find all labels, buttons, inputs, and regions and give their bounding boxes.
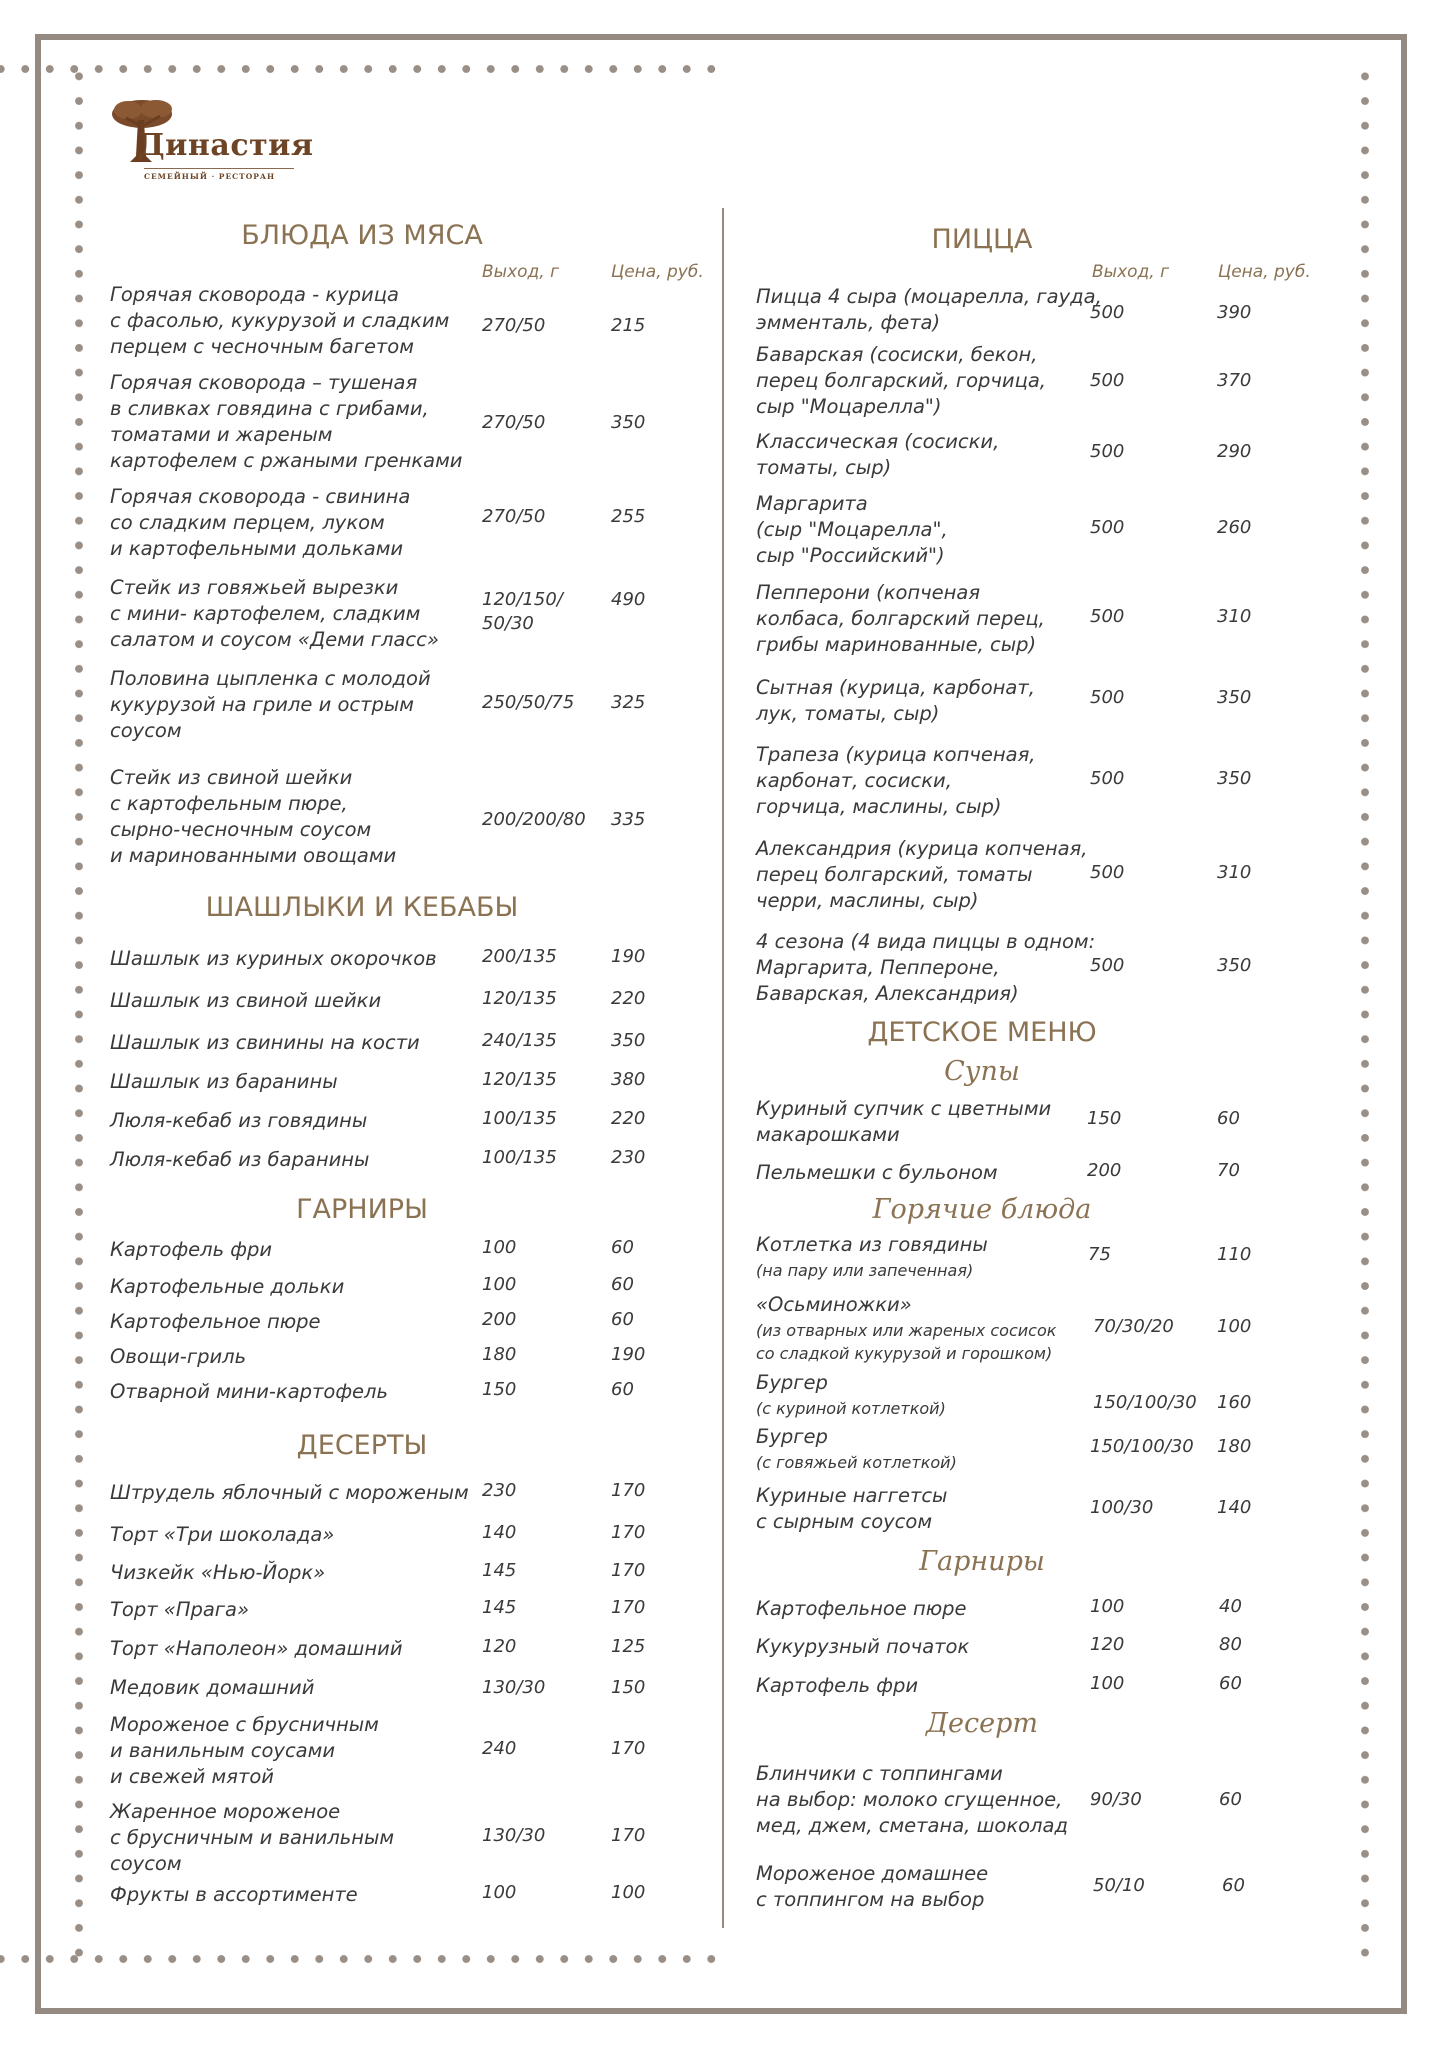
column-divider: [722, 208, 724, 1928]
item-name: Стейк из говяжьей вырезки: [110, 576, 399, 599]
item-name: Классическая (сосиски,: [756, 430, 1000, 453]
item-weight: 120: [482, 1636, 517, 1657]
item-weight: 500: [1090, 302, 1125, 323]
item-price: 335: [611, 809, 646, 830]
item-name: Люля-кебаб из баранины: [110, 1148, 370, 1171]
item-name: Картофель фри: [756, 1674, 919, 1697]
item-weight: 50/10: [1093, 1875, 1145, 1896]
item-name: с сырным соусом: [756, 1510, 933, 1533]
item-note-text: (из отварных или жареных сосисок: [756, 1321, 1057, 1340]
item-name: Горячая сковорода - курица: [110, 283, 399, 306]
item-name: (сыр "Моцарелла",: [756, 518, 948, 541]
item-weight: 75: [1088, 1244, 1111, 1265]
item-price: 100: [1217, 1316, 1252, 1337]
item-weight: 120/135: [482, 1069, 557, 1090]
item-name: «Осьминожки»: [756, 1293, 912, 1316]
item-weight: 500: [1090, 687, 1125, 708]
item-price: 260: [1217, 517, 1252, 538]
item-price: 70: [1217, 1160, 1240, 1181]
item-price: 100: [611, 1882, 646, 1903]
item-name: Горячая сковорода – тушеная: [110, 371, 418, 394]
item-name: и маринованными овощами: [110, 844, 397, 867]
item-name: на выбор: молоко сгущенное,: [756, 1788, 1063, 1811]
item-name: Куриные наггетсы: [756, 1484, 948, 1507]
item-weight: 270/50: [482, 315, 546, 336]
item-price: 325: [611, 692, 646, 713]
restaurant-logo: [108, 96, 314, 188]
item-name: Картофельные дольки: [110, 1275, 345, 1298]
item-name: Картофель фри: [110, 1238, 273, 1261]
item-price: 310: [1217, 606, 1252, 627]
item-weight: 130/30: [482, 1825, 546, 1846]
item-name: Стейк из свиной шейки: [110, 766, 353, 789]
section-heading: Горячие блюда: [872, 1194, 1092, 1225]
item-name: Баварская, Александрия): [756, 982, 1019, 1005]
item-weight: 250/50/75: [482, 692, 575, 713]
item-name: Картофельное пюре: [756, 1597, 967, 1620]
item-weight: 145: [482, 1597, 517, 1618]
item-name: перцем с чесночным багетом: [110, 335, 414, 358]
logo-subtitle: СЕМЕЙНЫЙ · РЕСТОРАН: [144, 172, 276, 181]
item-name: Торт «Прага»: [110, 1598, 250, 1621]
item-name: Пельмешки с бульоном: [756, 1161, 998, 1184]
item-price: 350: [611, 412, 646, 433]
item-weight: 145: [482, 1560, 517, 1581]
item-name: с фасолью, кукурузой и сладким: [110, 309, 450, 332]
item-name: Торт «Три шоколада»: [110, 1523, 335, 1546]
column-header-price: Цена, руб.: [1218, 262, 1311, 282]
item-price: 350: [611, 1030, 646, 1051]
item-price: 60: [611, 1379, 634, 1400]
item-weight: 100: [1090, 1673, 1125, 1694]
item-weight: 100: [482, 1237, 517, 1258]
item-name: и свежей мятой: [110, 1765, 274, 1788]
item-name: Трапеза (курица копченая,: [756, 743, 1036, 766]
item-price: 290: [1217, 441, 1252, 462]
item-name: картофелем с ржаными гренками: [110, 449, 463, 472]
item-name: Шашлык из свиной шейки: [110, 989, 382, 1012]
item-name: Александрия (курица копченая,: [756, 837, 1088, 860]
item-price: 170: [611, 1597, 646, 1618]
item-name: Пепперони (копченая: [756, 581, 981, 604]
item-name: Люля-кебаб из говядины: [110, 1109, 368, 1132]
item-price: 150: [611, 1677, 646, 1698]
item-name: Куриный супчик с цветными: [756, 1097, 1052, 1120]
item-name: Блинчики с топпингами: [756, 1762, 1003, 1785]
item-name: перец болгарский, горчица,: [756, 369, 1046, 392]
item-price: 255: [611, 506, 646, 527]
item-weight: 270/50: [482, 506, 546, 527]
item-weight: 100/135: [482, 1108, 557, 1129]
item-name: томатами и жареным: [110, 423, 333, 446]
item-name: в сливках говядина с грибами,: [110, 397, 429, 420]
item-name: Картофельное пюре: [110, 1310, 321, 1333]
section-heading: Супы: [944, 1056, 1020, 1087]
item-price: 350: [1217, 955, 1252, 976]
item-name: Отварной мини-картофель: [110, 1380, 388, 1403]
item-weight: 200: [1087, 1160, 1122, 1181]
item-price: 60: [1222, 1875, 1245, 1896]
item-price: 350: [1217, 687, 1252, 708]
item-price: 170: [611, 1522, 646, 1543]
item-name: перец болгарский, томаты: [756, 863, 1033, 886]
item-price: 380: [611, 1069, 646, 1090]
item-name: лук, томаты, сыр): [756, 702, 940, 725]
item-price: 390: [1217, 302, 1252, 323]
item-name: со сладким перцем, луком: [110, 511, 385, 534]
section-heading: ДЕСЕРТЫ: [296, 1430, 428, 1461]
item-price: 60: [611, 1237, 634, 1258]
item-name: Котлетка из говядины: [756, 1233, 988, 1256]
item-price: 180: [1217, 1436, 1252, 1457]
item-note-text: (с говяжьей котлеткой): [756, 1453, 957, 1472]
item-name: Маргарита: [756, 492, 868, 515]
item-price: 60: [1217, 1108, 1240, 1129]
item-name: Мороженое с брусничным: [110, 1713, 379, 1736]
item-name: Шашлык из баранины: [110, 1070, 338, 1093]
item-weight: 120/135: [482, 988, 557, 1009]
item-name: Торт «Наполеон» домашний: [110, 1637, 403, 1660]
item-note-text: (на пару или запеченная): [756, 1261, 974, 1280]
item-price: 220: [611, 988, 646, 1009]
item-price: 310: [1217, 862, 1252, 883]
item-weight: 500: [1090, 517, 1125, 538]
item-note-text: со сладкой кукурузой и горошком): [756, 1344, 1053, 1363]
item-note: [756, 1257, 973, 1284]
item-weight: 140: [482, 1522, 517, 1543]
item-name: сыр "Моцарелла"): [756, 395, 942, 418]
item-name: колбаса, болгарский перец,: [756, 607, 1045, 630]
item-price: 370: [1217, 370, 1252, 391]
section-heading: БЛЮДА ИЗ МЯСА: [241, 220, 483, 251]
item-name: томаты, сыр): [756, 456, 892, 479]
logo-name: Династия: [138, 128, 314, 163]
item-name: Шашлык из свинины на кости: [110, 1031, 420, 1054]
item-name: макарошками: [756, 1123, 900, 1146]
item-weight: 100: [482, 1882, 517, 1903]
item-weight: 150/100/30: [1093, 1392, 1197, 1413]
column-header-weight: Выход, г: [482, 262, 560, 282]
item-name: Фрукты в ассортименте: [110, 1883, 358, 1906]
item-name: Шашлык из куриных окорочков: [110, 947, 437, 970]
item-weight: 70/30/20: [1093, 1316, 1174, 1337]
item-price: 170: [611, 1825, 646, 1846]
item-price: 125: [611, 1636, 646, 1657]
item-name: Половина цыпленка с молодой: [110, 667, 431, 690]
item-name: и картофельными дольками: [110, 537, 404, 560]
item-price: 40: [1219, 1596, 1242, 1617]
item-price: 490: [611, 589, 646, 610]
item-weight: 500: [1090, 862, 1125, 883]
item-name: салатом и соусом «Деми гласс»: [110, 628, 439, 651]
item-weight: 100: [482, 1274, 517, 1295]
item-name: Овощи-гриль: [110, 1345, 247, 1368]
column-header-price: Цена, руб.: [611, 262, 704, 282]
item-weight: 200: [482, 1309, 517, 1330]
item-note: [756, 1340, 1052, 1367]
item-name: Сытная (курица, карбонат,: [756, 676, 1035, 699]
section-heading: ШАШЛЫКИ И КЕБАБЫ: [205, 892, 519, 923]
column-header-weight: Выход, г: [1092, 262, 1170, 282]
item-weight: 150: [482, 1379, 517, 1400]
item-name: Бургер: [756, 1425, 828, 1448]
item-price: 80: [1219, 1634, 1242, 1655]
item-price: 190: [611, 946, 646, 967]
item-name: Мороженое домашнее: [756, 1862, 989, 1885]
item-price: 60: [1219, 1673, 1242, 1694]
section-heading: ДЕТСКОЕ МЕНЮ: [867, 1017, 1097, 1048]
item-weight: 500: [1090, 768, 1125, 789]
item-name: грибы маринованные, сыр): [756, 633, 1037, 656]
item-name: черри, маслины, сыр): [756, 889, 979, 912]
item-weight: 500: [1090, 441, 1125, 462]
item-weight: 100/30: [1090, 1497, 1154, 1518]
item-weight: 90/30: [1090, 1789, 1142, 1810]
item-price: 220: [611, 1108, 646, 1129]
section-heading: ПИЦЦА: [931, 224, 1033, 255]
item-weight: 500: [1090, 606, 1125, 627]
item-name: с топпингом на выбор: [756, 1888, 985, 1911]
item-price: 60: [611, 1274, 634, 1295]
item-price: 110: [1217, 1244, 1252, 1265]
item-name: 4 сезона (4 вида пиццы в одном:: [756, 930, 1096, 953]
item-price: 215: [611, 315, 646, 336]
item-name: кукурузой на гриле и острым: [110, 693, 414, 716]
item-weight: 200/135: [482, 946, 557, 967]
item-weight: 120: [1090, 1634, 1125, 1655]
item-name: Горячая сковорода - свинина: [110, 485, 411, 508]
item-name: Жаренное мороженое: [110, 1800, 341, 1823]
item-name: Кукурузный початок: [756, 1635, 970, 1658]
item-note-text: (с куриной котлеткой): [756, 1399, 946, 1418]
item-name: Медовик домашний: [110, 1676, 315, 1699]
item-name: карбонат, сосиски,: [756, 769, 952, 792]
item-name: Бургер: [756, 1371, 828, 1394]
item-weight: 500: [1090, 370, 1125, 391]
item-name: сыр "Российский"): [756, 544, 945, 567]
item-price: 170: [611, 1738, 646, 1759]
item-weight: 270/50: [482, 412, 546, 433]
item-name: Баварская (сосиски, бекон,: [756, 343, 1038, 366]
item-name: Пицца 4 сыра (моцарелла, гауда,: [756, 285, 1102, 308]
item-weight: 200/200/80: [482, 809, 586, 830]
item-weight: 150/100/30: [1090, 1436, 1194, 1457]
item-weight: 150: [1087, 1108, 1122, 1129]
item-weight: 100/135: [482, 1147, 557, 1168]
item-price: 170: [611, 1560, 646, 1581]
item-name: мед, джем, сметана, шоколад: [756, 1814, 1068, 1837]
item-note: [756, 1449, 957, 1476]
item-price: 350: [1217, 768, 1252, 789]
section-heading: Десерт: [926, 1708, 1038, 1739]
section-heading: ГАРНИРЫ: [296, 1194, 428, 1225]
item-weight: 230: [482, 1480, 517, 1501]
item-weight: 120/150/: [482, 589, 563, 610]
item-name: горчица, маслины, сыр): [756, 795, 1002, 818]
item-weight: 130/30: [482, 1677, 546, 1698]
item-name: эмменталь, фета): [756, 311, 941, 334]
item-weight: 180: [482, 1344, 517, 1365]
item-price: 190: [611, 1344, 646, 1365]
item-name: сырно-чесночным соусом: [110, 818, 372, 841]
item-weight: 500: [1090, 955, 1125, 976]
item-name: с брусничным и ванильным: [110, 1826, 395, 1849]
item-price: 60: [611, 1309, 634, 1330]
item-name: Маргарита, Пеппероне,: [756, 956, 1000, 979]
item-name: соусом: [110, 719, 182, 742]
item-price: 60: [1219, 1789, 1242, 1810]
section-heading: Гарниры: [919, 1546, 1045, 1577]
item-name: Штрудель яблочный с мороженым: [110, 1481, 469, 1504]
item-name: соусом: [110, 1852, 182, 1875]
item-name: и ванильным соусами: [110, 1739, 335, 1762]
item-price: 160: [1217, 1392, 1252, 1413]
item-note: [756, 1395, 946, 1422]
item-name: с мини- картофелем, сладким: [110, 602, 421, 625]
item-weight: 50/30: [482, 613, 534, 634]
item-price: 140: [1217, 1497, 1252, 1518]
item-name: с картофельным пюре,: [110, 792, 348, 815]
item-name: Чизкейк «Нью-Йорк»: [110, 1561, 326, 1584]
logo-rule: [144, 168, 294, 169]
item-price: 230: [611, 1147, 646, 1168]
item-weight: 240: [482, 1738, 517, 1759]
item-weight: 240/135: [482, 1030, 557, 1051]
item-weight: 100: [1090, 1596, 1125, 1617]
item-price: 170: [611, 1480, 646, 1501]
